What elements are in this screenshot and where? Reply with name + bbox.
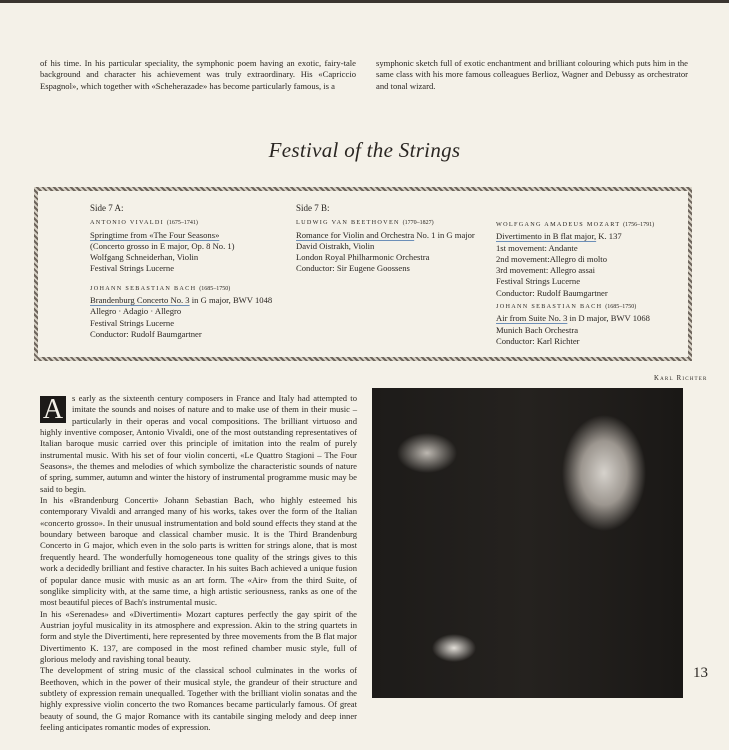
- paragraph: In his «Brandenburg Concerti» Johann Sebastian Bach, who highly esteemed his contemporary Vivaldi and arranged many of his works, takes over the form of the Italian «concerto grosso». In their unusual instrumentation and bold sound effects they stand at the boundary between baroque and classical chamber music. It is the Third Brandenburg Concerto in G major, which even in the solo parts is written for strings alone, that is most frequently heard. The wonderfully homogeneous tone quality of the strings gives to this work a decidedly brilliant and festive character. In his suites Bach achieved a unique fusion of popular dance music with music as an art form. The «Air» from the third Suite, of songlike simplicity with, at the same time, a high artistic seriousness, ranks as one of the most beautiful pieces of Bach's instrumental music.: [40, 495, 357, 608]
- composer: JOHANN SEBASTIAN BACH (1685–1750): [90, 284, 231, 292]
- side-a-column: [90, 203, 272, 340]
- composer: ANTONIO VIVALDI (1675–1741): [90, 219, 198, 227]
- article-body: [40, 393, 357, 733]
- track-line: 1st movement: Andante: [496, 242, 578, 253]
- track-line: Conductor: Rudolf Baumgartner: [496, 287, 608, 298]
- composer: LUDWIG VAN BEETHOVEN (1770–1827): [296, 219, 434, 227]
- track-line: 3rd movement: Allegro assai: [496, 265, 596, 276]
- composer: WOLFGANG AMADEUS MOZART (1756–1791): [496, 221, 655, 228]
- photo-caption: Karl Richter: [654, 375, 708, 382]
- side-label: Side 7 B:: [296, 203, 330, 213]
- track-line: London Royal Philharmonic Orchestra: [296, 252, 430, 263]
- track-line: Conductor: Karl Richter: [496, 335, 580, 346]
- paragraph: The development of string music of the classical school culminates in the works of Beethoven, which in the power of their musical style, the grandeur of their structure and subtlety of expression remain unequalled. Together with the brilliant violin sonatas and the highly expressive violin concerto the two Romances became particularly famous. Of great beauty of sound, the G major Romance with its cantabile singing melody and deep inner feeling anticipates romantic modes of expression.: [40, 665, 357, 732]
- track-line: Munich Bach Orchestra: [496, 324, 579, 335]
- paragraph: s early as the sixteenth century composers in France and Italy had attempted to imitate the sounds and noises of nature and to make use of them in their music – particularly in their operas and vocal compositions. The brilliant virtuoso and highly inventive composer, Antonio Vivaldi, one of the most outstanding representatives of Italian baroque music carried over this principle of imitation into the realm of purely instrumental music. With his set of four violin concerti, «Le Quattro Stagioni – The Four Seasons», the themes and melodies of which symbolize the characteristic sounds of nature of spring, summer, autumn and winter the history of instrumental programme music may be said to begin.: [40, 393, 357, 494]
- intro-text-right: symphonic sketch full of exotic enchantment and brilliant colouring which puts him in the same class with his more famous colleagues Berlioz, Wagner and Debussy as orchestrator and tonal wizard.: [376, 58, 688, 91]
- conductor-photo: [372, 388, 683, 698]
- page-title: Festival of the Strings: [268, 138, 461, 162]
- track-line: David Oistrakh, Violin: [296, 240, 375, 251]
- track-line: Festival Strings Lucerne: [90, 317, 175, 328]
- track-line: Conductor: Rudolf Baumgartner: [90, 328, 202, 339]
- work-title: Brandenburg Concerto No. 3 in G major, BWV 1048: [90, 295, 273, 306]
- side-b-column-2: [496, 217, 654, 347]
- track-line: Wolfgang Schneiderhan, Violin: [90, 252, 199, 263]
- page-edge: [0, 0, 729, 3]
- track-line: Allegro · Adagio · Allegro: [90, 306, 182, 317]
- track-line: Festival Strings Lucerne: [496, 276, 581, 287]
- track-line: Festival Strings Lucerne: [90, 263, 175, 274]
- track-line: Conductor: Sir Eugene Goossens: [296, 263, 410, 274]
- work-title: Romance for Violin and Orchestra No. 1 in G major: [296, 229, 475, 240]
- drop-cap: A: [40, 396, 66, 423]
- intro-text-left: of his time. In his particular speciality, the symphonic poem having an exotic, fairy-tale background and character his achievement was truly extraordinary. His «Capriccio Espagnol», which together with «Scheherazade» has become particularly famous, is a: [40, 58, 356, 91]
- paragraph: In his «Serenades» and «Divertimenti» Mozart captures perfectly the gay spirit of the Austrian joyful musicality in its atmosphere and expression. Akin to the string quartets in form and style the Divertimenti, here represented by three movements from the B flat major Divertimento K. 137, are composed in the most refined chamber music style, full of glorious melody and ravishing tonal beauty.: [40, 608, 357, 664]
- composer: JOHANN SEBASTIAN BACH (1685–1750): [496, 303, 637, 311]
- work-title: Springtime from «The Four Seasons»: [90, 229, 220, 240]
- page-number: 13: [693, 665, 708, 681]
- work-title: Divertimento in B flat major, K. 137: [496, 231, 622, 242]
- track-line: (Concerto grosso in E major, Op. 8 No. 1): [90, 240, 235, 251]
- side-label: Side 7 A:: [90, 203, 124, 213]
- side-b-column: [296, 203, 475, 275]
- track-line: 2nd movement:Allegro di molto: [496, 253, 607, 264]
- work-title: Air from Suite No. 3 in D major, BWV 1068: [496, 313, 650, 324]
